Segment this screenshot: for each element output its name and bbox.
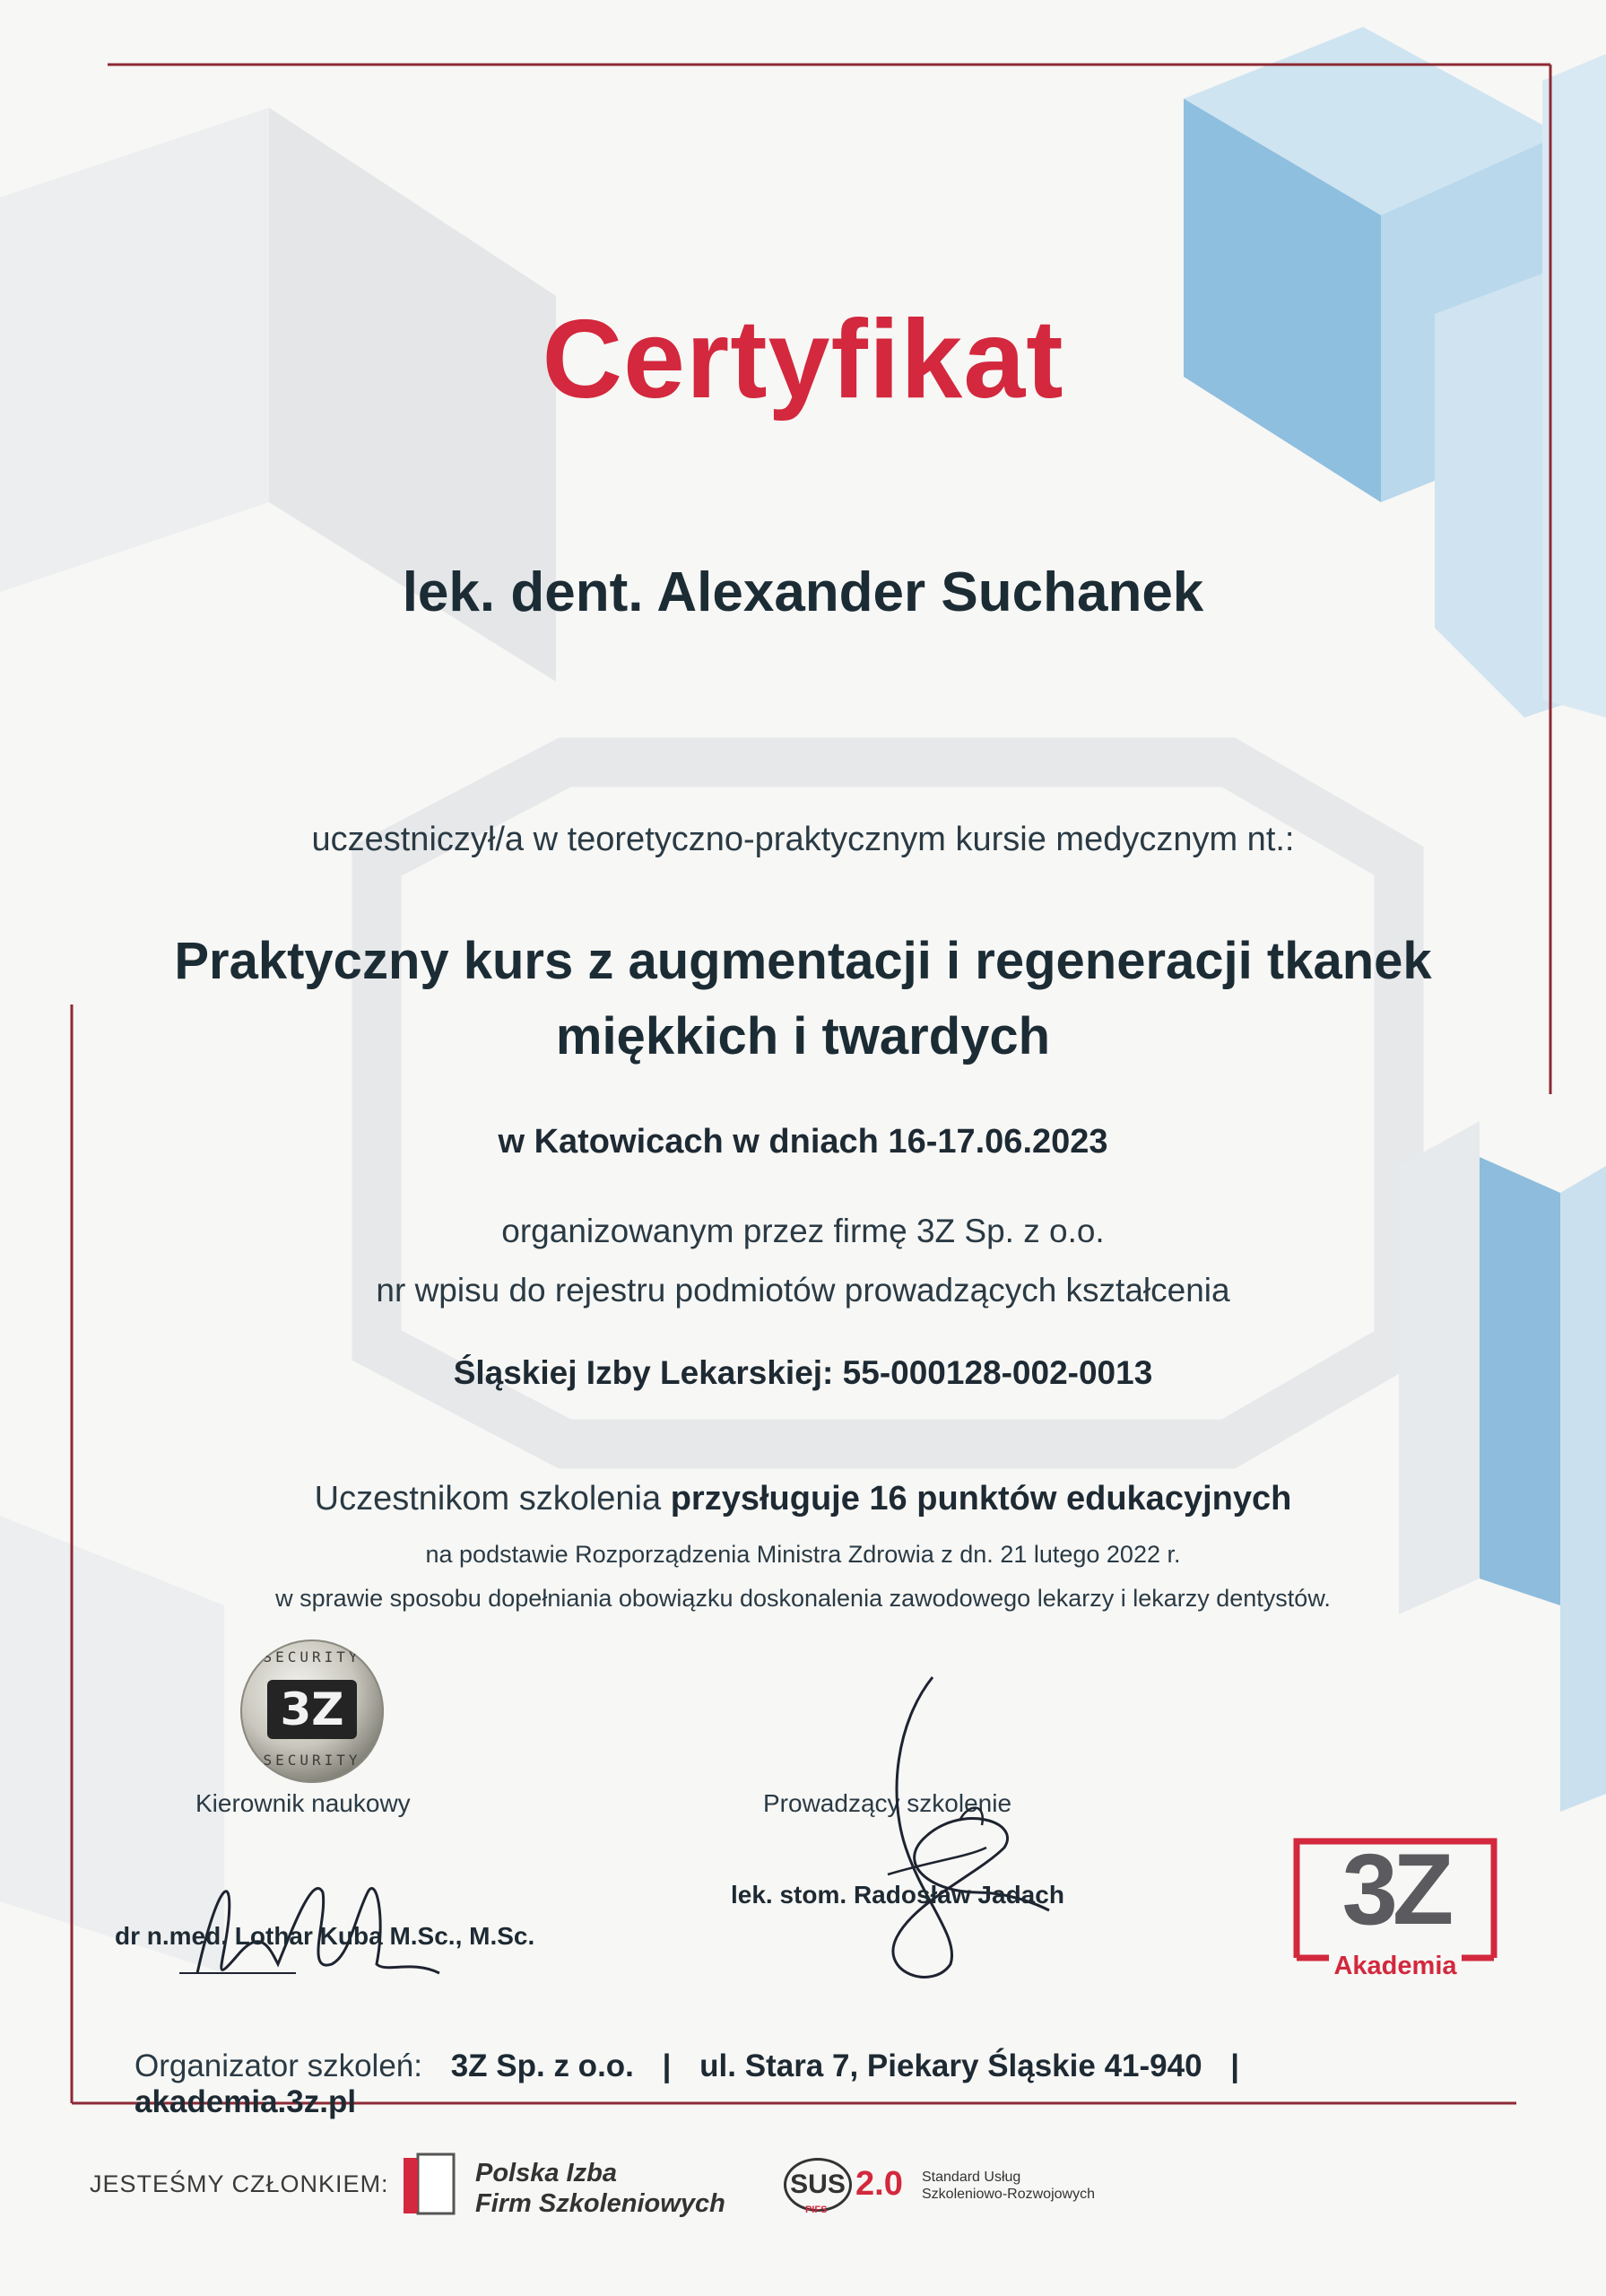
instructor-label: Prowadzący szkolenie [763,1789,1012,1817]
participation-statement: uczestniczył/a w teoretyczno-praktycznym kursie medycznym nt.: [311,821,1295,858]
sus-version: 2.0 [855,2165,903,2203]
recipient-name: lek. dent. Alexander Suchanek [402,561,1204,623]
organizer-statement: organizowanym przez firmę 3Z Sp. z o.o. [501,1213,1105,1249]
points-prefix: Uczestnikom szkolenia [314,1480,662,1518]
pifs-logo-icon [400,2152,463,2224]
logo-mark: 3Z [1341,1833,1449,1945]
scientific-director-name: dr n.med. Lothar Kuba M.Sc., M.Sc. [115,1922,535,1950]
sus-line2: Szkoleniowo-Rozwojowych [922,2187,1095,2202]
sus-logo [784,2154,918,2217]
footer-address: ul. Stara 7, Piekary Śląskie 41-940 [699,2048,1202,2083]
organizer-footer [135,2048,1480,2120]
pifs-line2: Firm Szkoleniowych [475,2189,725,2218]
registry-statement: nr wpisu do rejestru podmiotów prowadzących kształcenia [376,1272,1230,1309]
hexagon-watermark [377,762,1399,1444]
signature-scientific-director [161,1839,484,2000]
hologram-pattern: SECURITY [263,1648,361,1665]
footer-label: Organizator szkoleń: [135,2048,422,2083]
course-title-line1: Praktyczny kurs z augmentacji i regeneracji tkanek [174,932,1432,990]
certificate-title: Certyfikat [542,298,1064,422]
sus-sub: PIFS [805,2205,828,2215]
legal-basis-line2: w sprawie sposobu dopełniania obowiązku doskonalenia zawodowego lekarzy i lekarzy dentystów. [275,1585,1331,1612]
pifs-line1: Polska Izba [475,2159,617,2187]
course-title-line2: miękkich i twardych [555,1007,1051,1065]
sus-mark: SUS [784,2158,852,2212]
footer-separator: | [662,2048,672,2083]
education-points [0,1480,1606,1518]
sus-line1: Standard Usług [922,2170,1021,2185]
course-title [0,924,1606,1074]
scientific-director-label: Kierownik naukowy [195,1789,411,1817]
akademia-3z-logo [1284,1831,1506,1985]
footer-company: 3Z Sp. z o.o. [450,2048,634,2083]
logo-caption: Akademia [1333,1952,1457,1980]
pifs-logo-text [475,2158,725,2219]
footer-separator: | [1230,2048,1240,2083]
hologram-pattern: SECURITY [263,1752,361,1769]
registry-number: Śląskiej Izby Lekarskiej: 55-000128-002-0013 [453,1354,1153,1391]
points-value: przysługuje 16 punktów edukacyjnych [670,1480,1292,1518]
signature-instructor [825,1668,1058,1991]
membership-label: JESTEŚMY CZŁONKIEM: [90,2170,389,2197]
course-location-dates: w Katowicach w dniach 16-17.06.2023 [498,1123,1108,1161]
hologram-sticker [240,1639,384,1783]
instructor-name: lek. stom. Radosław Jadach [731,1881,1064,1909]
footer-website: akademia.3z.pl [135,2084,357,2119]
sus-description [922,2169,1095,2203]
hologram-mark: 3Z [267,1680,357,1739]
legal-basis-line1: na podstawie Rozporządzenia Ministra Zdrowia z dn. 21 lutego 2022 r. [425,1541,1181,1568]
